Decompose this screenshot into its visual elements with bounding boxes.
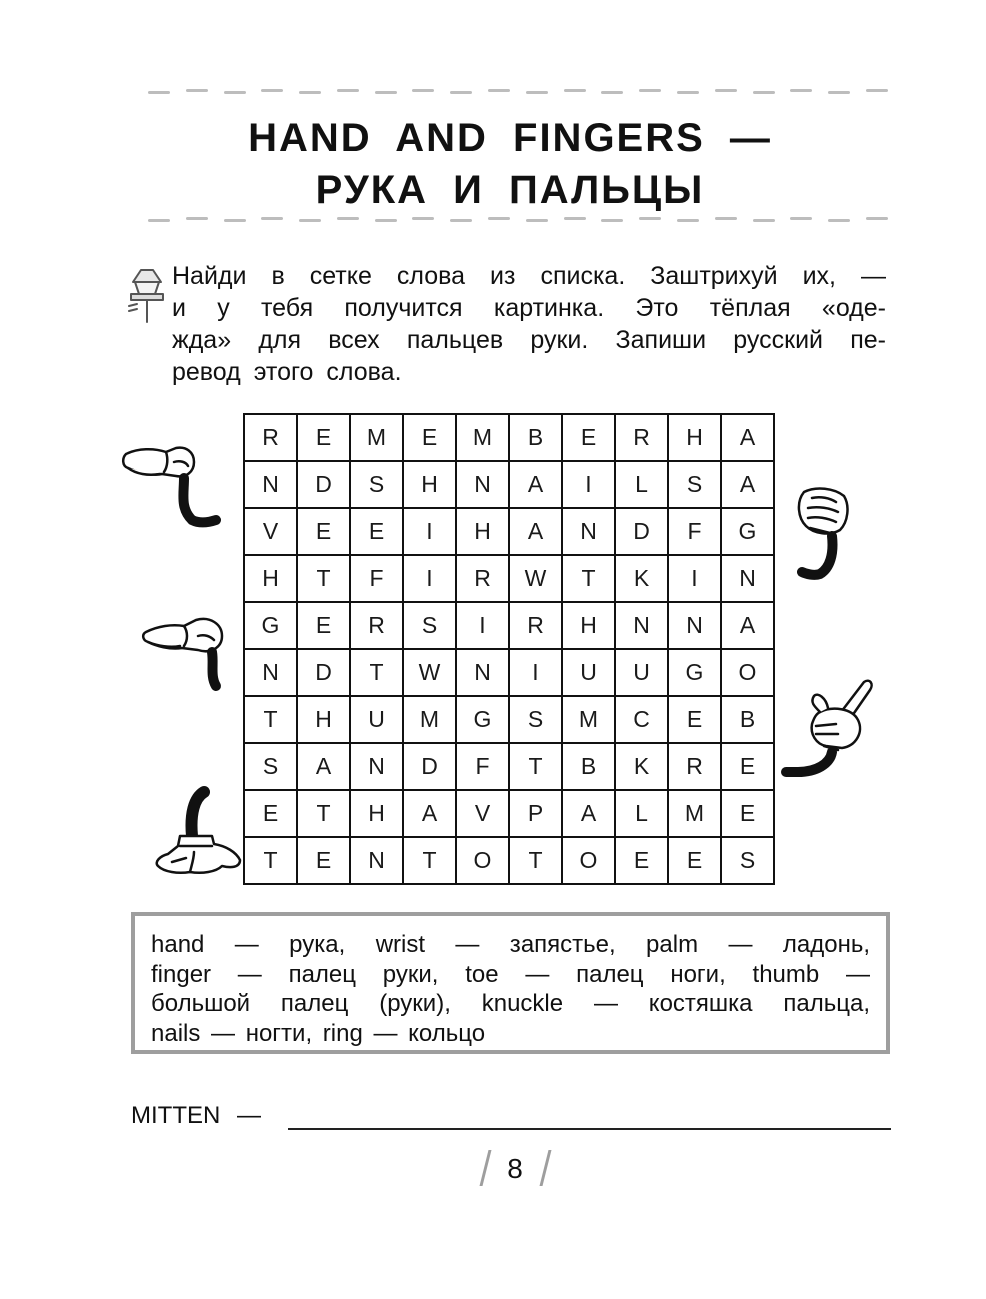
grid-cell[interactable]: R (244, 414, 297, 461)
grid-cell[interactable]: M (456, 414, 509, 461)
grid-row (244, 649, 774, 696)
grid-cell[interactable]: B (721, 696, 774, 743)
grid-cell[interactable]: G (668, 649, 721, 696)
grid-cell[interactable]: I (403, 555, 456, 602)
grid-row (244, 414, 774, 461)
vocabulary-line: finger — палец руки, toe — палец ноги, thumb — (151, 960, 870, 988)
grid-cell[interactable]: I (403, 508, 456, 555)
grid-cell[interactable]: O (721, 649, 774, 696)
grid-cell[interactable]: G (244, 602, 297, 649)
grid-cell[interactable]: S (668, 461, 721, 508)
title-line-russian: РУКА И ПАЛЬЦЫ (315, 168, 705, 212)
grid-cell[interactable]: E (297, 837, 350, 884)
grid-cell[interactable]: M (562, 696, 615, 743)
grid-cell[interactable]: H (562, 602, 615, 649)
answer-dash: — (237, 1102, 261, 1129)
grid-cell[interactable]: E (403, 414, 456, 461)
grid-cell[interactable]: N (244, 461, 297, 508)
answer-label: MITTEN (131, 1102, 221, 1129)
grid-cell[interactable]: S (509, 696, 562, 743)
grid-cell[interactable]: D (297, 461, 350, 508)
grid-cell[interactable]: W (509, 555, 562, 602)
page-title (130, 112, 890, 216)
pointing-hand-icon (118, 438, 222, 530)
grid-cell[interactable]: N (615, 602, 668, 649)
grid-cell[interactable]: E (562, 414, 615, 461)
thumbs-up-hand-icon (780, 676, 876, 780)
grid-cell[interactable]: B (509, 414, 562, 461)
grid-row (244, 743, 774, 790)
grid-row (244, 508, 774, 555)
grid-cell[interactable]: A (509, 508, 562, 555)
pushpin-icon (127, 264, 167, 324)
grid-cell[interactable]: V (456, 790, 509, 837)
grid-cell[interactable]: A (403, 790, 456, 837)
grid-row (244, 602, 774, 649)
grid-cell[interactable]: K (615, 743, 668, 790)
grid-cell[interactable]: R (350, 602, 403, 649)
grid-cell[interactable]: A (297, 743, 350, 790)
grid-cell[interactable]: F (456, 743, 509, 790)
open-glove-hand-icon (150, 784, 246, 880)
grid-cell[interactable]: E (721, 790, 774, 837)
grid-cell[interactable]: U (615, 649, 668, 696)
page-number (470, 1148, 560, 1192)
answer-write-line[interactable] (288, 1128, 891, 1130)
grid-row (244, 837, 774, 884)
top-dashed-divider (148, 84, 888, 96)
grid-cell[interactable]: N (721, 555, 774, 602)
grid-cell[interactable]: N (350, 837, 403, 884)
grid-cell[interactable]: G (721, 508, 774, 555)
grid-cell[interactable]: D (297, 649, 350, 696)
grid-row (244, 461, 774, 508)
grid-cell[interactable]: T (509, 837, 562, 884)
grid-cell[interactable]: H (297, 696, 350, 743)
grid-cell[interactable]: T (403, 837, 456, 884)
grid-cell[interactable]: K (615, 555, 668, 602)
grid-cell[interactable]: T (297, 790, 350, 837)
grid-cell[interactable]: A (562, 790, 615, 837)
instruction-line: жда» для всех пальцев руки. Запиши русский пе- (172, 326, 886, 354)
pointing-hand-icon (140, 604, 236, 694)
grid-cell[interactable]: P (509, 790, 562, 837)
grid-cell[interactable]: E (297, 508, 350, 555)
grid-cell[interactable]: E (350, 508, 403, 555)
grid-cell[interactable]: O (456, 837, 509, 884)
grid-cell[interactable]: N (350, 743, 403, 790)
grid-cell[interactable]: E (244, 790, 297, 837)
word-search-grid (243, 413, 775, 885)
grid-cell[interactable]: U (350, 696, 403, 743)
vocabulary-line: hand — рука, wrist — запястье, palm — ладонь, (151, 931, 870, 958)
grid-cell[interactable]: T (562, 555, 615, 602)
grid-row (244, 555, 774, 602)
grid-cell[interactable]: R (509, 602, 562, 649)
grid-cell[interactable]: R (456, 555, 509, 602)
grid-cell[interactable]: F (350, 555, 403, 602)
grid-cell[interactable]: W (403, 649, 456, 696)
grid-cell[interactable]: A (721, 602, 774, 649)
grid-cell[interactable]: S (350, 461, 403, 508)
grid-cell[interactable]: N (456, 649, 509, 696)
grid-cell[interactable]: H (456, 508, 509, 555)
grid-cell[interactable]: N (562, 508, 615, 555)
grid-cell[interactable]: H (244, 555, 297, 602)
grid-row (244, 696, 774, 743)
instruction-line: ревод этого слова. (172, 358, 402, 386)
instruction-line: и у тебя получится картинка. Это тёплая «оде- (172, 294, 886, 322)
vocabulary-line: большой палец (руки), knuckle — костяшка пальца, (151, 990, 870, 1017)
grid-cell[interactable]: D (615, 508, 668, 555)
grid-cell[interactable]: L (615, 461, 668, 508)
grid-cell[interactable]: E (668, 696, 721, 743)
grid-cell[interactable]: N (668, 602, 721, 649)
grid-cell[interactable]: T (350, 649, 403, 696)
grid-cell[interactable]: E (297, 414, 350, 461)
title-line-english: HAND AND FINGERS — (248, 116, 772, 160)
vocabulary-box (131, 912, 890, 1054)
grid-cell[interactable]: M (403, 696, 456, 743)
grid-cell[interactable]: C (615, 696, 668, 743)
instruction-text (172, 260, 886, 388)
grid-cell[interactable]: T (244, 837, 297, 884)
page-number-value: 8 (507, 1153, 523, 1184)
grid-cell[interactable]: B (562, 743, 615, 790)
grid-cell[interactable]: A (721, 461, 774, 508)
grid-cell[interactable]: N (244, 649, 297, 696)
grid-cell[interactable]: H (403, 461, 456, 508)
grid-cell[interactable]: G (456, 696, 509, 743)
vocabulary-line: nails — ногти, ring — кольцо (151, 1019, 486, 1047)
grid-cell[interactable]: U (562, 649, 615, 696)
grid-cell[interactable]: S (244, 743, 297, 790)
answer-row (131, 1100, 891, 1134)
grid-cell[interactable]: O (562, 837, 615, 884)
grid-cell[interactable]: E (721, 743, 774, 790)
grid-cell[interactable]: E (297, 602, 350, 649)
grid-cell[interactable]: A (721, 414, 774, 461)
grid-cell[interactable]: E (615, 837, 668, 884)
grid-cell[interactable]: M (350, 414, 403, 461)
grid-cell[interactable]: A (509, 461, 562, 508)
grid-cell[interactable]: L (615, 790, 668, 837)
grid-cell[interactable]: T (297, 555, 350, 602)
grid-cell[interactable]: E (668, 837, 721, 884)
grid-cell[interactable]: D (403, 743, 456, 790)
grid-cell[interactable]: H (668, 414, 721, 461)
grid-cell[interactable]: R (615, 414, 668, 461)
grid-cell[interactable]: H (350, 790, 403, 837)
grid-cell[interactable]: T (509, 743, 562, 790)
grid-cell[interactable]: S (403, 602, 456, 649)
fist-hand-icon (790, 484, 856, 580)
grid-cell[interactable]: R (668, 743, 721, 790)
grid-cell[interactable]: I (668, 555, 721, 602)
grid-cell[interactable]: F (668, 508, 721, 555)
instruction-line: Найди в сетке слова из списка. Заштрихуй их, — (172, 262, 886, 290)
grid-cell[interactable]: M (668, 790, 721, 837)
grid-cell[interactable]: I (562, 461, 615, 508)
grid-cell[interactable]: V (244, 508, 297, 555)
grid-cell[interactable]: T (244, 696, 297, 743)
grid-cell[interactable]: I (456, 602, 509, 649)
grid-cell[interactable]: N (456, 461, 509, 508)
grid-row (244, 790, 774, 837)
grid-cell[interactable]: S (721, 837, 774, 884)
bottom-dashed-divider (148, 212, 888, 224)
grid-cell[interactable]: I (509, 649, 562, 696)
